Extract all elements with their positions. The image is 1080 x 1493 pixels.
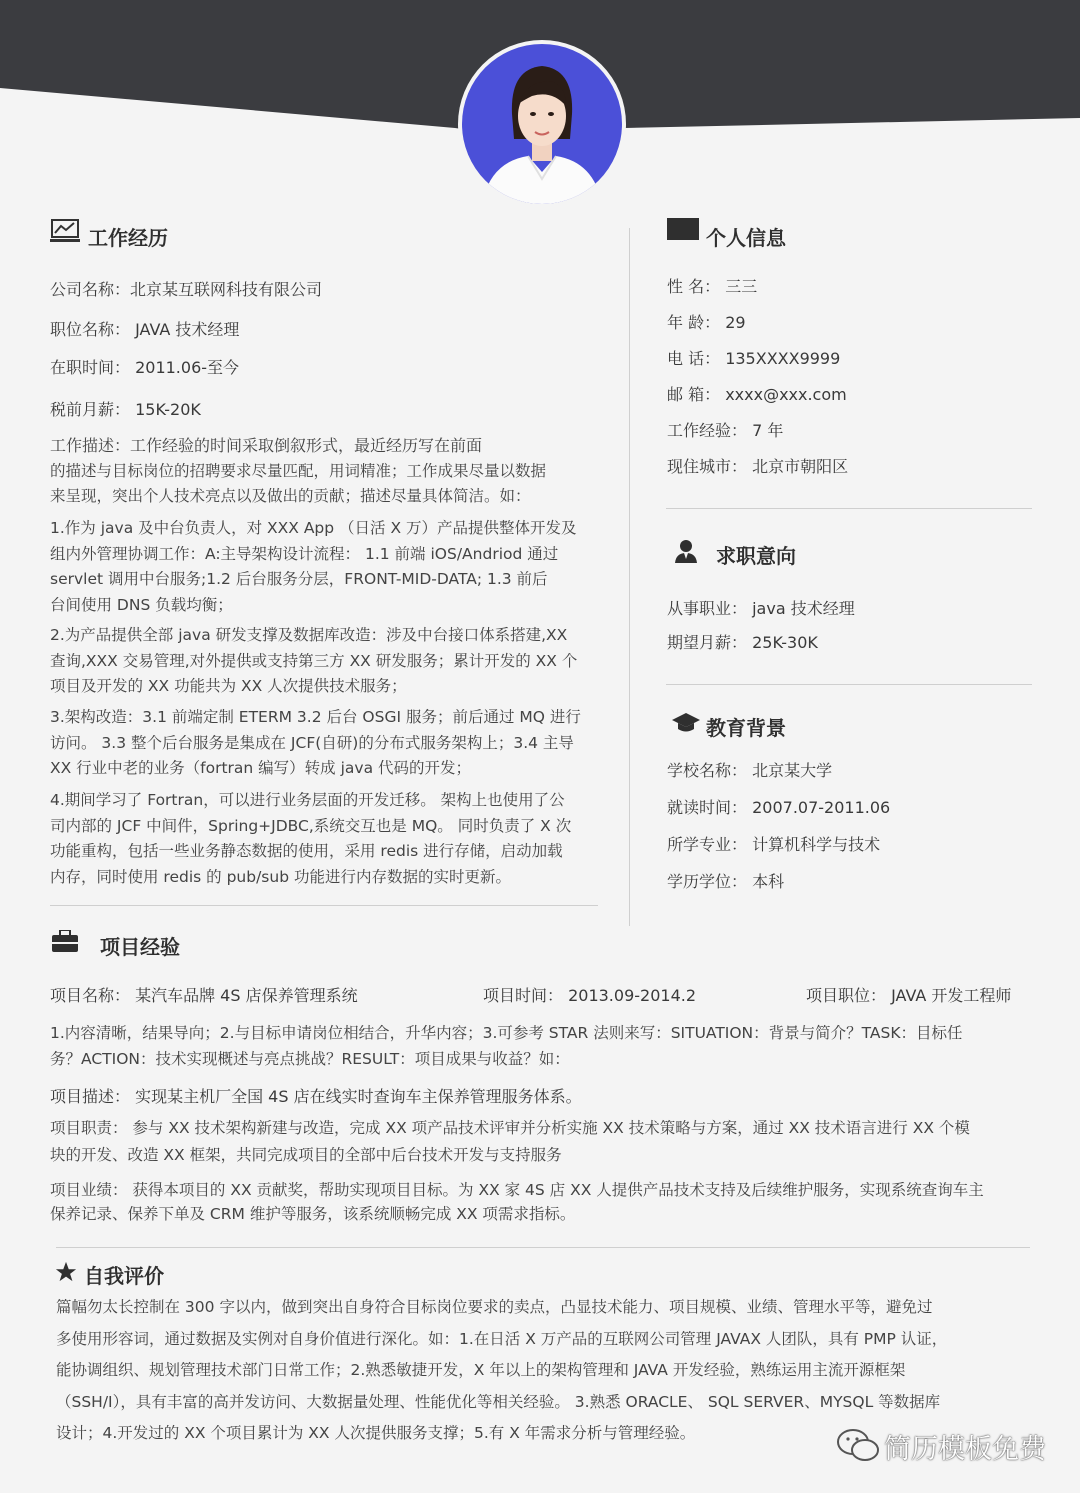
personal-row	[667, 454, 848, 477]
work-item	[50, 705, 581, 782]
field-value: 2007.07-2011.06	[752, 798, 891, 817]
project-result	[50, 1178, 984, 1226]
field-value: 29	[725, 313, 746, 332]
work-item-line: 2.为产品提供全部 java 研发支撑及数据库改造：涉及中台接口体系搭建,XX	[50, 626, 568, 644]
intent-row	[667, 596, 855, 619]
work-item-line: 访问。 3.3 整个后台服务是集成在 JCF(自研)的分布式服务架构上；3.4 主导	[50, 733, 574, 752]
field-label: 现住城市：	[667, 457, 748, 476]
work-salary: 税前月薪： 15K-20K	[50, 400, 201, 419]
field-value: 本科	[752, 872, 785, 891]
field-value: 计算机科学与技术	[752, 835, 881, 854]
self-line: （SSH/I），具有丰富的高并发访问、大数据量处理、性能优化等相关经验。 3.熟悉 ORACLE、 SQL SERVER、MYSQL 等数据库	[56, 1392, 941, 1411]
wechat-icon	[836, 1428, 880, 1464]
person-icon	[675, 539, 697, 563]
graduation-cap-icon	[672, 711, 700, 733]
project-desc: 项目描述： 实现某主机厂全国 4S 店在线实时查询车主保养管理服务体系。	[50, 1087, 582, 1106]
work-position: 职位名称： JAVA 技术经理	[50, 320, 240, 339]
monitor-chart-icon	[50, 219, 80, 243]
project-divider	[56, 1247, 1030, 1248]
work-company: 公司名称：北京某互联网科技有限公司	[50, 280, 323, 299]
education-row	[667, 795, 890, 818]
avatar-frame	[458, 40, 626, 208]
intent-divider	[666, 684, 1032, 685]
personal-row	[667, 346, 840, 369]
project-section-title: 项目经验	[100, 935, 180, 959]
project-intro-line: 1.内容清晰，结果导向；2.与目标申请岗位相结合，升华内容；3.可参考 STAR 法则来写：SITUATION：背景与简介？TASK：目标任	[50, 1024, 963, 1042]
field-value: 135XXXX9999	[725, 349, 841, 368]
work-item-line: 1.作为 java 及中台负责人，对 XXX App （日活 X 万）产品提供整体开发及	[50, 519, 577, 537]
education-row	[667, 758, 832, 781]
work-item	[50, 516, 577, 618]
work-item-line: XX 行业中老的业务（fortran 编写）转成 java 代码的开发；	[50, 759, 472, 777]
education-row	[667, 869, 784, 892]
column-divider	[629, 228, 630, 926]
self-section-title: 自我评价	[84, 1264, 164, 1288]
self-line: 能协调组织、规划管理技术部门日常工作；2.熟悉敏捷开发，X 年以上的架构管理和 JAVA 开发经验，熟练运用主流开源框架	[56, 1361, 906, 1379]
work-desc-line: 来呈现，突出个人技术亮点以及做出的贡献；描述尽量具体简洁。如：	[50, 487, 531, 505]
field-label: 电 话：	[667, 349, 721, 368]
project-role: 项目职位： JAVA 开发工程师	[806, 986, 1012, 1005]
self-line: 设计；4.开发过的 XX 个项目累计为 XX 人次提供服务支撑；5.有 X 年需求分析与管理经验。	[56, 1424, 696, 1442]
self-line: 篇幅勿太长控制在 300 字以内，做到突出自身符合目标岗位要求的卖点，凸显技术能力、项目规模、业绩、管理水平等，避免过	[56, 1298, 933, 1316]
self-evaluation	[56, 1292, 947, 1450]
field-value: 25K-30K	[752, 633, 818, 652]
watermark-text: 简历模板免费	[884, 1434, 1046, 1465]
avatar	[462, 44, 622, 204]
field-label: 所学专业：	[667, 835, 748, 854]
field-value: 北京某大学	[752, 761, 833, 780]
work-desc-line: 的描述与目标岗位的招聘要求尽量匹配，用词精准；工作成果尽量以数据	[50, 461, 547, 480]
work-item	[50, 623, 577, 700]
work-divider	[50, 905, 598, 906]
project-time: 项目时间： 2013.09-2014.2	[483, 986, 697, 1005]
work-item-line: 项目及开发的 XX 功能共为 XX 人次提供技术服务；	[50, 677, 407, 695]
work-item-line: 3.架构改造：3.1 前端定制 ETERM 3.2 后台 OSGI 服务；前后通过 MQ 进行	[50, 708, 581, 726]
field-value: 7 年	[752, 421, 784, 440]
work-item-line: 司内部的 JCF 中间件，Spring+JDBC,系统交互也是 MQ。 同时负责了 X 次	[50, 816, 572, 835]
field-label: 工作经验：	[667, 421, 748, 440]
field-label: 期望月薪：	[667, 633, 748, 652]
work-item-line: 台间使用 DNS 负载均衡；	[50, 595, 233, 614]
briefcase-icon	[52, 930, 78, 952]
project-intro	[50, 1020, 963, 1072]
personal-row	[667, 418, 783, 441]
project-intro-line: 务？ACTION：技术实现概述与亮点挑战？RESULT：项目成果与收益？如：	[50, 1050, 570, 1068]
project-name: 项目名称： 某汽车品牌 4S 店保养管理系统	[50, 986, 358, 1005]
project-result-line: 保养记录、保养下单及 CRM 维护等服务，该系统顺畅完成 XX 项需求指标。	[50, 1205, 576, 1223]
work-item-line: servlet 调用中台服务;1.2 后台服务分层，FRONT-MID-DATA; 1.3 前后	[50, 570, 548, 588]
work-item-line: 查询,XXX 交易管理,对外提供或支持第三方 XX 研发服务；累计开发的 XX 个	[50, 651, 578, 670]
personal-row	[667, 274, 757, 297]
field-label: 学历学位：	[667, 872, 748, 891]
personal-section-title: 个人信息	[706, 226, 786, 250]
field-label: 邮 箱：	[667, 385, 721, 404]
field-label: 年 龄：	[667, 313, 721, 332]
work-item-line: 内存，同时使用 redis 的 pub/sub 功能进行内存数据的实时更新。	[50, 867, 511, 886]
field-value: xxxx@xxx.com	[725, 385, 847, 404]
project-result-line: 项目业绩： 获得本项目的 XX 贡献奖，帮助实现项目目标。为 XX 家 4S 店 XX 人提供产品技术支持及后续维护服务，实现系统查询车主	[50, 1181, 984, 1199]
project-duty	[50, 1115, 970, 1169]
education-row	[667, 832, 880, 855]
field-label: 学校名称：	[667, 761, 748, 780]
work-desc-line: 工作描述：工作经验的时间采取倒叙形式，最近经历写在前面	[50, 436, 483, 455]
field-label: 性 名：	[667, 277, 721, 296]
work-period: 在职时间： 2011.06-至今	[50, 358, 240, 377]
personal-row	[667, 382, 847, 405]
field-value: 三三	[725, 277, 758, 296]
personal-row	[667, 310, 746, 333]
project-duty-line: 项目职责： 参与 XX 技术架构新建与改造，完成 XX 项产品技术评审并分析实施 XX 技术策略与方案，通过 XX 技术语言进行 XX 个模	[50, 1119, 970, 1137]
intent-section-title: 求职意向	[716, 544, 796, 568]
work-item-line: 组内外管理协调工作：A:主导架构设计流程： 1.1 前端 iOS/Andriod 通过	[50, 544, 559, 563]
field-label: 就读时间：	[667, 798, 748, 817]
self-line: 多使用形容词，通过数据及实例对自身价值进行深化。如：1.在日活 X 万产品的互联网公司管理 JAVAX 人团队，具有 PMP 认证，	[56, 1329, 948, 1348]
field-value: 北京市朝阳区	[752, 457, 849, 476]
id-card-icon	[667, 218, 699, 240]
work-item-line: 4.期间学习了 Fortran，可以进行业务层面的开发迁移。 架构上也使用了公	[50, 791, 565, 809]
field-label: 从事职业：	[667, 599, 748, 618]
intent-row	[667, 630, 818, 653]
education-section-title: 教育背景	[706, 716, 786, 740]
work-item-line: 功能重构，包括一些业务静态数据的使用，采用 redis 进行存储，启动加载	[50, 842, 563, 860]
work-description	[50, 433, 546, 510]
personal-divider	[666, 508, 1032, 509]
field-value: java 技术经理	[752, 599, 855, 618]
work-section-title: 工作经历	[88, 226, 168, 250]
work-item	[50, 788, 571, 890]
star-icon	[55, 1261, 77, 1283]
project-duty-line: 块的开发、改造 XX 框架，共同完成项目的全部中后台技术开发与支持服务	[50, 1146, 562, 1164]
